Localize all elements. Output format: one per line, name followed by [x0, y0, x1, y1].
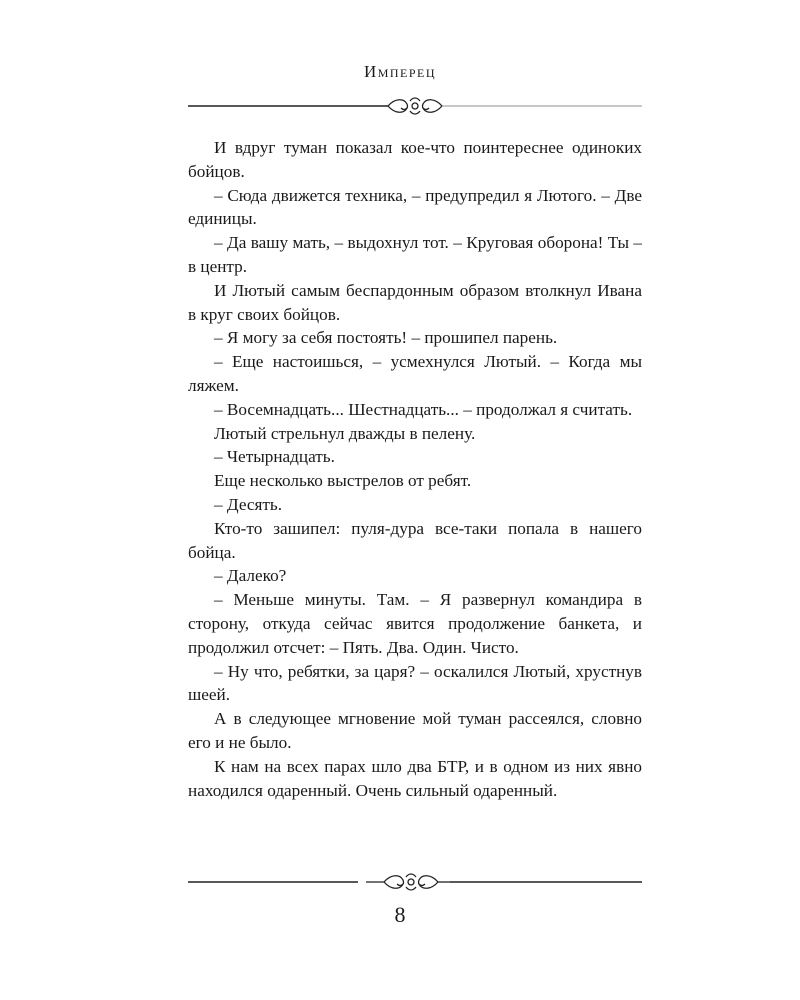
running-head: Имперец — [363, 62, 437, 81]
paragraph: – Ну что, ребятки, за царя? – оскалился Лютый, хрустнув шеей. — [188, 661, 642, 705]
flourish-icon — [366, 874, 450, 890]
paragraph: Кто-то зашипел: пуля-дура все-таки попала в нашего бойца. — [188, 518, 642, 562]
paragraph: И Лютый самым беспардонным образом втолкнул Ивана в круг своих бойцов. — [188, 280, 642, 324]
paragraph: – Восемнадцать... Шестнадцать... – продолжал я считать. — [214, 399, 633, 419]
footer-ornament-divider — [188, 870, 642, 894]
paragraph: И вдруг туман показал кое-что поинтереснее одиноких бойцов. — [188, 138, 642, 181]
header-ornament-divider — [188, 94, 642, 118]
paragraph: – Сюда движется техника, – предупредил я Лютого. – Две единицы. — [188, 185, 642, 229]
paragraph: К нам на всех парах шло два БТР, и в одном из них явно находился одаренный. Очень сильный одаренный. — [188, 756, 642, 800]
flourish-icon — [388, 98, 442, 114]
paragraph: А в следующее мгновение мой туман рассеялся, словно его и не было. — [188, 709, 642, 752]
paragraph: – Далеко? — [214, 566, 287, 586]
paragraph: Лютый стрельнул дважды в пелену. — [214, 423, 476, 443]
paragraph: Еще несколько выстрелов от ребят. — [214, 471, 472, 491]
body-text — [188, 136, 642, 802]
paragraph: – Четырнадцать. — [214, 447, 335, 467]
paragraph: – Я могу за себя постоять! – прошипел парень. — [214, 328, 558, 348]
paragraph: – Да вашу мать, – выдохнул тот. – Круговая оборона! Ты – в центр. — [188, 233, 642, 276]
page-number: 8 — [394, 902, 406, 927]
paragraph: – Десять. — [214, 494, 283, 514]
paragraph: – Меньше минуты. Там. – Я развернул командира в сторону, откуда сейчас явится продолжение банкета, и продолжил отсчет: – Пять. Два. Один. Чисто. — [188, 590, 642, 657]
paragraph: – Еще настоишься, – усмехнулся Лютый. – Когда мы ляжем. — [188, 352, 642, 395]
